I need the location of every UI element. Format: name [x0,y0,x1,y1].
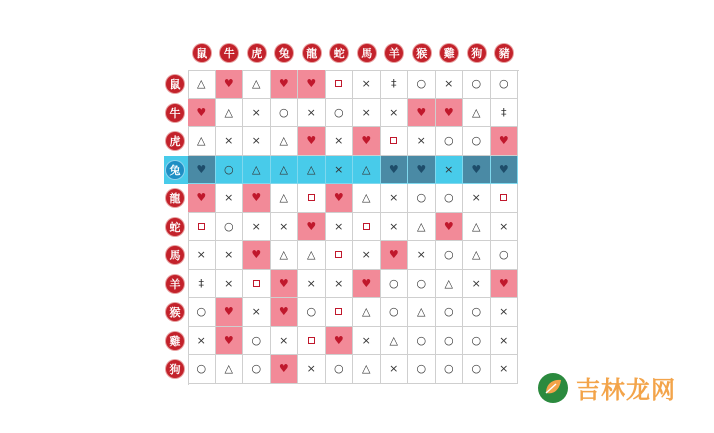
row-header-badge: 羊 [166,275,184,293]
heart-icon: ♥ [278,362,289,376]
compat-symbol: × [279,219,289,233]
compat-cell [298,327,326,356]
compat-symbol: × [444,162,454,176]
square-symbol [335,251,342,258]
compat-symbol: × [361,248,371,262]
compat-symbol: ○ [443,191,454,205]
compat-cell [271,241,299,270]
compat-symbol: × [389,219,399,233]
compat-symbol: ○ [223,162,234,176]
heart-icon: ♥ [361,276,372,290]
heart-icon: ♥ [278,77,289,91]
compat-cell [436,127,464,156]
compat-symbol: × [444,77,454,91]
compat-symbol: ○ [251,362,262,376]
compat-cell [408,99,436,128]
compat-cell [298,184,326,213]
compat-symbol: ○ [333,362,344,376]
compat-cell [216,327,244,356]
compat-symbol: × [416,248,426,262]
compat-symbol: × [389,105,399,119]
compat-cell [463,213,491,242]
heart-icon: ♥ [443,219,454,233]
compat-cell [326,99,354,128]
compat-cell [298,127,326,156]
compat-cell [271,213,299,242]
compat-cell [491,184,519,213]
compat-cell [381,327,409,356]
compat-cell [188,270,216,299]
compat-cell [436,241,464,270]
compat-symbol: ○ [196,362,207,376]
compat-symbol: ○ [471,333,482,347]
compat-cell [491,70,519,99]
compat-cell [243,70,271,99]
row-header-badge: 鼠 [166,75,184,93]
heart-icon: ♥ [278,305,289,319]
compat-symbol: △ [279,162,288,176]
compat-cell [463,184,491,213]
compat-cell [298,298,326,327]
compat-symbol: △ [224,105,233,119]
column-header-badge: 虎 [248,44,266,62]
square-symbol [198,223,205,230]
heart-icon: ♥ [223,305,234,319]
compat-cell [408,70,436,99]
compat-symbol: × [471,191,481,205]
heart-icon: ♥ [333,191,344,205]
compat-cell [491,213,519,242]
compat-cell [298,70,326,99]
compat-cell [436,298,464,327]
compat-symbol: ○ [443,362,454,376]
compat-symbol: ○ [443,248,454,262]
compat-cell [326,241,354,270]
row-header-badge: 蛇 [166,218,184,236]
compat-symbol: ‡ [198,276,204,290]
compat-cell [271,156,299,185]
compat-symbol: ○ [333,105,344,119]
compat-symbol: × [251,134,261,148]
compat-cell [188,156,216,185]
square-symbol [335,308,342,315]
row-header-badge: 雞 [166,332,184,350]
heart-icon: ♥ [196,162,207,176]
compat-cell [408,355,436,384]
compat-symbol: △ [279,134,288,148]
compat-symbol: △ [472,248,481,262]
compat-symbol: ○ [251,333,262,347]
row-header-badge: 龍 [166,189,184,207]
compat-cell [326,184,354,213]
compat-cell [381,270,409,299]
heart-icon: ♥ [416,105,427,119]
compat-cell [491,99,519,128]
compat-cell [216,270,244,299]
compat-cell [408,127,436,156]
heart-icon: ♥ [278,276,289,290]
compat-cell [463,70,491,99]
column-header-badge: 馬 [358,44,376,62]
compat-cell [491,270,519,299]
compat-cell [188,70,216,99]
compat-cell [353,99,381,128]
compat-cell [381,298,409,327]
compat-cell [326,355,354,384]
compat-symbol: ○ [416,191,427,205]
compat-cell [491,355,519,384]
compat-symbol: × [196,248,206,262]
compat-symbol: ○ [278,105,289,119]
compat-symbol: △ [279,191,288,205]
watermark-text: 吉林龙网 [576,376,676,404]
compat-cell [408,327,436,356]
compat-symbol: × [334,276,344,290]
compat-symbol: ○ [306,305,317,319]
compat-cell [436,327,464,356]
compat-symbol: × [499,219,509,233]
compat-symbol: ○ [498,248,509,262]
compat-cell [243,355,271,384]
heart-icon: ♥ [498,162,509,176]
heart-icon: ♥ [306,219,317,233]
compat-cell [243,213,271,242]
compat-symbol: ○ [471,305,482,319]
compat-cell [436,184,464,213]
compat-cell [243,127,271,156]
compat-cell [463,99,491,128]
compat-symbol: ○ [443,134,454,148]
compat-symbol: × [251,305,261,319]
compat-cell [463,156,491,185]
row-header-badge: 牛 [166,104,184,122]
heart-icon: ♥ [443,105,454,119]
heart-icon: ♥ [498,276,509,290]
row-header-badge: 馬 [166,246,184,264]
compat-cell [353,298,381,327]
compat-cell [298,270,326,299]
compat-cell [326,156,354,185]
compat-symbol: ○ [196,305,207,319]
compat-cell [188,298,216,327]
compat-cell [298,241,326,270]
compat-cell [271,127,299,156]
compat-symbol: △ [307,162,316,176]
compat-cell [408,213,436,242]
compat-symbol: △ [472,105,481,119]
compat-cell [353,327,381,356]
compat-cell [408,298,436,327]
compat-cell [353,156,381,185]
compat-symbol: × [389,362,399,376]
square-symbol [363,223,370,230]
column-header-badge: 鼠 [193,44,211,62]
compat-cell [271,327,299,356]
compat-symbol: × [361,105,371,119]
compat-cell [353,241,381,270]
compat-cell [271,184,299,213]
compat-symbol: × [306,105,316,119]
compat-symbol: × [334,219,344,233]
heart-icon: ♥ [388,162,399,176]
compat-symbol: △ [279,248,288,262]
heart-icon: ♥ [196,105,207,119]
column-header-badge: 兔 [275,44,293,62]
compat-cell [408,241,436,270]
heart-icon: ♥ [306,134,317,148]
compat-cell [353,184,381,213]
square-symbol [390,137,397,144]
compat-symbol: △ [417,219,426,233]
compat-cell [298,213,326,242]
compat-symbol: △ [197,77,206,91]
compat-cell [271,355,299,384]
compat-cell [188,184,216,213]
leaf-logo-icon [536,371,570,405]
compat-cell [408,184,436,213]
compat-cell [216,355,244,384]
compat-symbol: × [499,362,509,376]
compat-cell [271,70,299,99]
compat-symbol: ‡ [501,105,507,119]
heart-icon: ♥ [388,248,399,262]
heart-icon: ♥ [333,333,344,347]
column-header-badge: 豬 [495,44,513,62]
compat-symbol: × [389,191,399,205]
compat-symbol: ○ [388,276,399,290]
compat-symbol: ○ [416,333,427,347]
square-symbol [308,194,315,201]
row-header-badge: 狗 [166,360,184,378]
compat-symbol: △ [224,362,233,376]
row-header-badge: 虎 [166,132,184,150]
heart-icon: ♥ [223,333,234,347]
compat-cell [216,184,244,213]
compat-symbol: ○ [416,276,427,290]
compat-symbol: △ [252,162,261,176]
compat-cell [216,213,244,242]
compat-symbol: ○ [471,134,482,148]
compat-symbol: △ [389,333,398,347]
compat-cell [436,156,464,185]
compat-symbol: × [334,162,344,176]
compat-symbol: × [361,77,371,91]
compat-symbol: ○ [498,77,509,91]
compat-cell [271,270,299,299]
compat-symbol: × [306,276,316,290]
compat-cell [326,298,354,327]
compat-cell [243,270,271,299]
compat-cell [463,270,491,299]
compat-symbol: × [224,248,234,262]
compat-cell [216,70,244,99]
compat-cell [463,355,491,384]
compat-symbol: ○ [416,362,427,376]
column-header-badge: 蛇 [330,44,348,62]
compat-cell [408,156,436,185]
compat-cell [326,213,354,242]
compat-symbol: × [361,333,371,347]
compat-symbol: × [471,276,481,290]
column-header-badge: 龍 [303,44,321,62]
compat-cell [436,355,464,384]
compat-cell [216,156,244,185]
compat-symbol: × [251,105,261,119]
compat-cell [436,270,464,299]
compat-cell [188,213,216,242]
compat-cell [381,241,409,270]
row-header-badge: 猴 [166,303,184,321]
compat-symbol: △ [417,305,426,319]
compat-cell [436,213,464,242]
compat-symbol: △ [472,219,481,233]
compat-cell [491,241,519,270]
heart-icon: ♥ [223,77,234,91]
compat-cell [353,270,381,299]
compat-symbol: △ [362,191,371,205]
compat-symbol: △ [362,162,371,176]
compat-cell [436,70,464,99]
compat-symbol: ‡ [391,77,397,91]
compat-symbol: × [224,191,234,205]
compat-cell [381,184,409,213]
compat-cell [491,327,519,356]
compat-cell [271,99,299,128]
column-header-badge: 猴 [413,44,431,62]
compat-cell [408,270,436,299]
compat-symbol: ○ [388,305,399,319]
compat-symbol: △ [362,305,371,319]
compat-cell [326,327,354,356]
compat-cell [491,127,519,156]
compat-cell [463,127,491,156]
square-symbol [308,337,315,344]
compat-cell [243,156,271,185]
compat-cell [326,127,354,156]
compat-cell [298,156,326,185]
compat-symbol: × [279,333,289,347]
compat-cell [326,70,354,99]
compat-cell [216,127,244,156]
square-symbol [500,194,507,201]
compat-symbol: × [334,134,344,148]
heart-icon: ♥ [251,248,262,262]
compat-cell [243,241,271,270]
compat-symbol: × [499,305,509,319]
compat-cell [353,213,381,242]
compat-symbol: ○ [443,333,454,347]
compat-cell [353,70,381,99]
compat-symbol: △ [197,134,206,148]
compat-symbol: × [306,362,316,376]
heart-icon: ♥ [196,191,207,205]
row-header-badge: 兔 [166,161,184,179]
compat-cell [216,298,244,327]
watermark [536,370,676,405]
compat-symbol: × [416,134,426,148]
column-header-badge: 羊 [385,44,403,62]
compat-cell [381,213,409,242]
compat-cell [188,327,216,356]
compat-cell [243,327,271,356]
compat-cell [381,156,409,185]
compat-cell [326,270,354,299]
compat-cell [381,70,409,99]
compat-symbol: ○ [471,77,482,91]
compat-symbol: × [224,276,234,290]
compat-cell [188,355,216,384]
column-header-badge: 雞 [440,44,458,62]
compat-cell [271,298,299,327]
compat-cell [243,184,271,213]
compat-cell [298,355,326,384]
heart-icon: ♥ [416,162,427,176]
compat-symbol: △ [444,276,453,290]
compat-symbol: △ [307,248,316,262]
compat-cell [188,127,216,156]
column-header-badge: 牛 [220,44,238,62]
compat-symbol: × [224,134,234,148]
compat-cell [353,127,381,156]
compat-cell [381,127,409,156]
compat-cell [463,298,491,327]
compat-symbol: △ [362,362,371,376]
compat-cell [353,355,381,384]
compat-symbol: × [251,219,261,233]
compat-cell [491,156,519,185]
heart-icon: ♥ [251,191,262,205]
heart-icon: ♥ [306,77,317,91]
compat-cell [491,298,519,327]
compat-cell [298,99,326,128]
compat-cell [436,99,464,128]
compat-cell [463,327,491,356]
compat-cell [216,99,244,128]
compat-cell [463,241,491,270]
compat-cell [243,99,271,128]
compat-cell [216,241,244,270]
compat-cell [188,99,216,128]
compat-symbol: ○ [416,77,427,91]
heart-icon: ♥ [361,134,372,148]
compat-cell [381,99,409,128]
compat-cell [243,298,271,327]
compat-cell [188,241,216,270]
heart-icon: ♥ [498,134,509,148]
compat-symbol: × [196,333,206,347]
compat-symbol: ○ [223,219,234,233]
compat-symbol: ○ [443,305,454,319]
compat-symbol: △ [252,77,261,91]
compat-cell [381,355,409,384]
compat-symbol: ○ [471,362,482,376]
square-symbol [335,80,342,87]
column-header-badge: 狗 [468,44,486,62]
square-symbol [253,280,260,287]
compat-symbol: × [499,333,509,347]
heart-icon: ♥ [471,162,482,176]
